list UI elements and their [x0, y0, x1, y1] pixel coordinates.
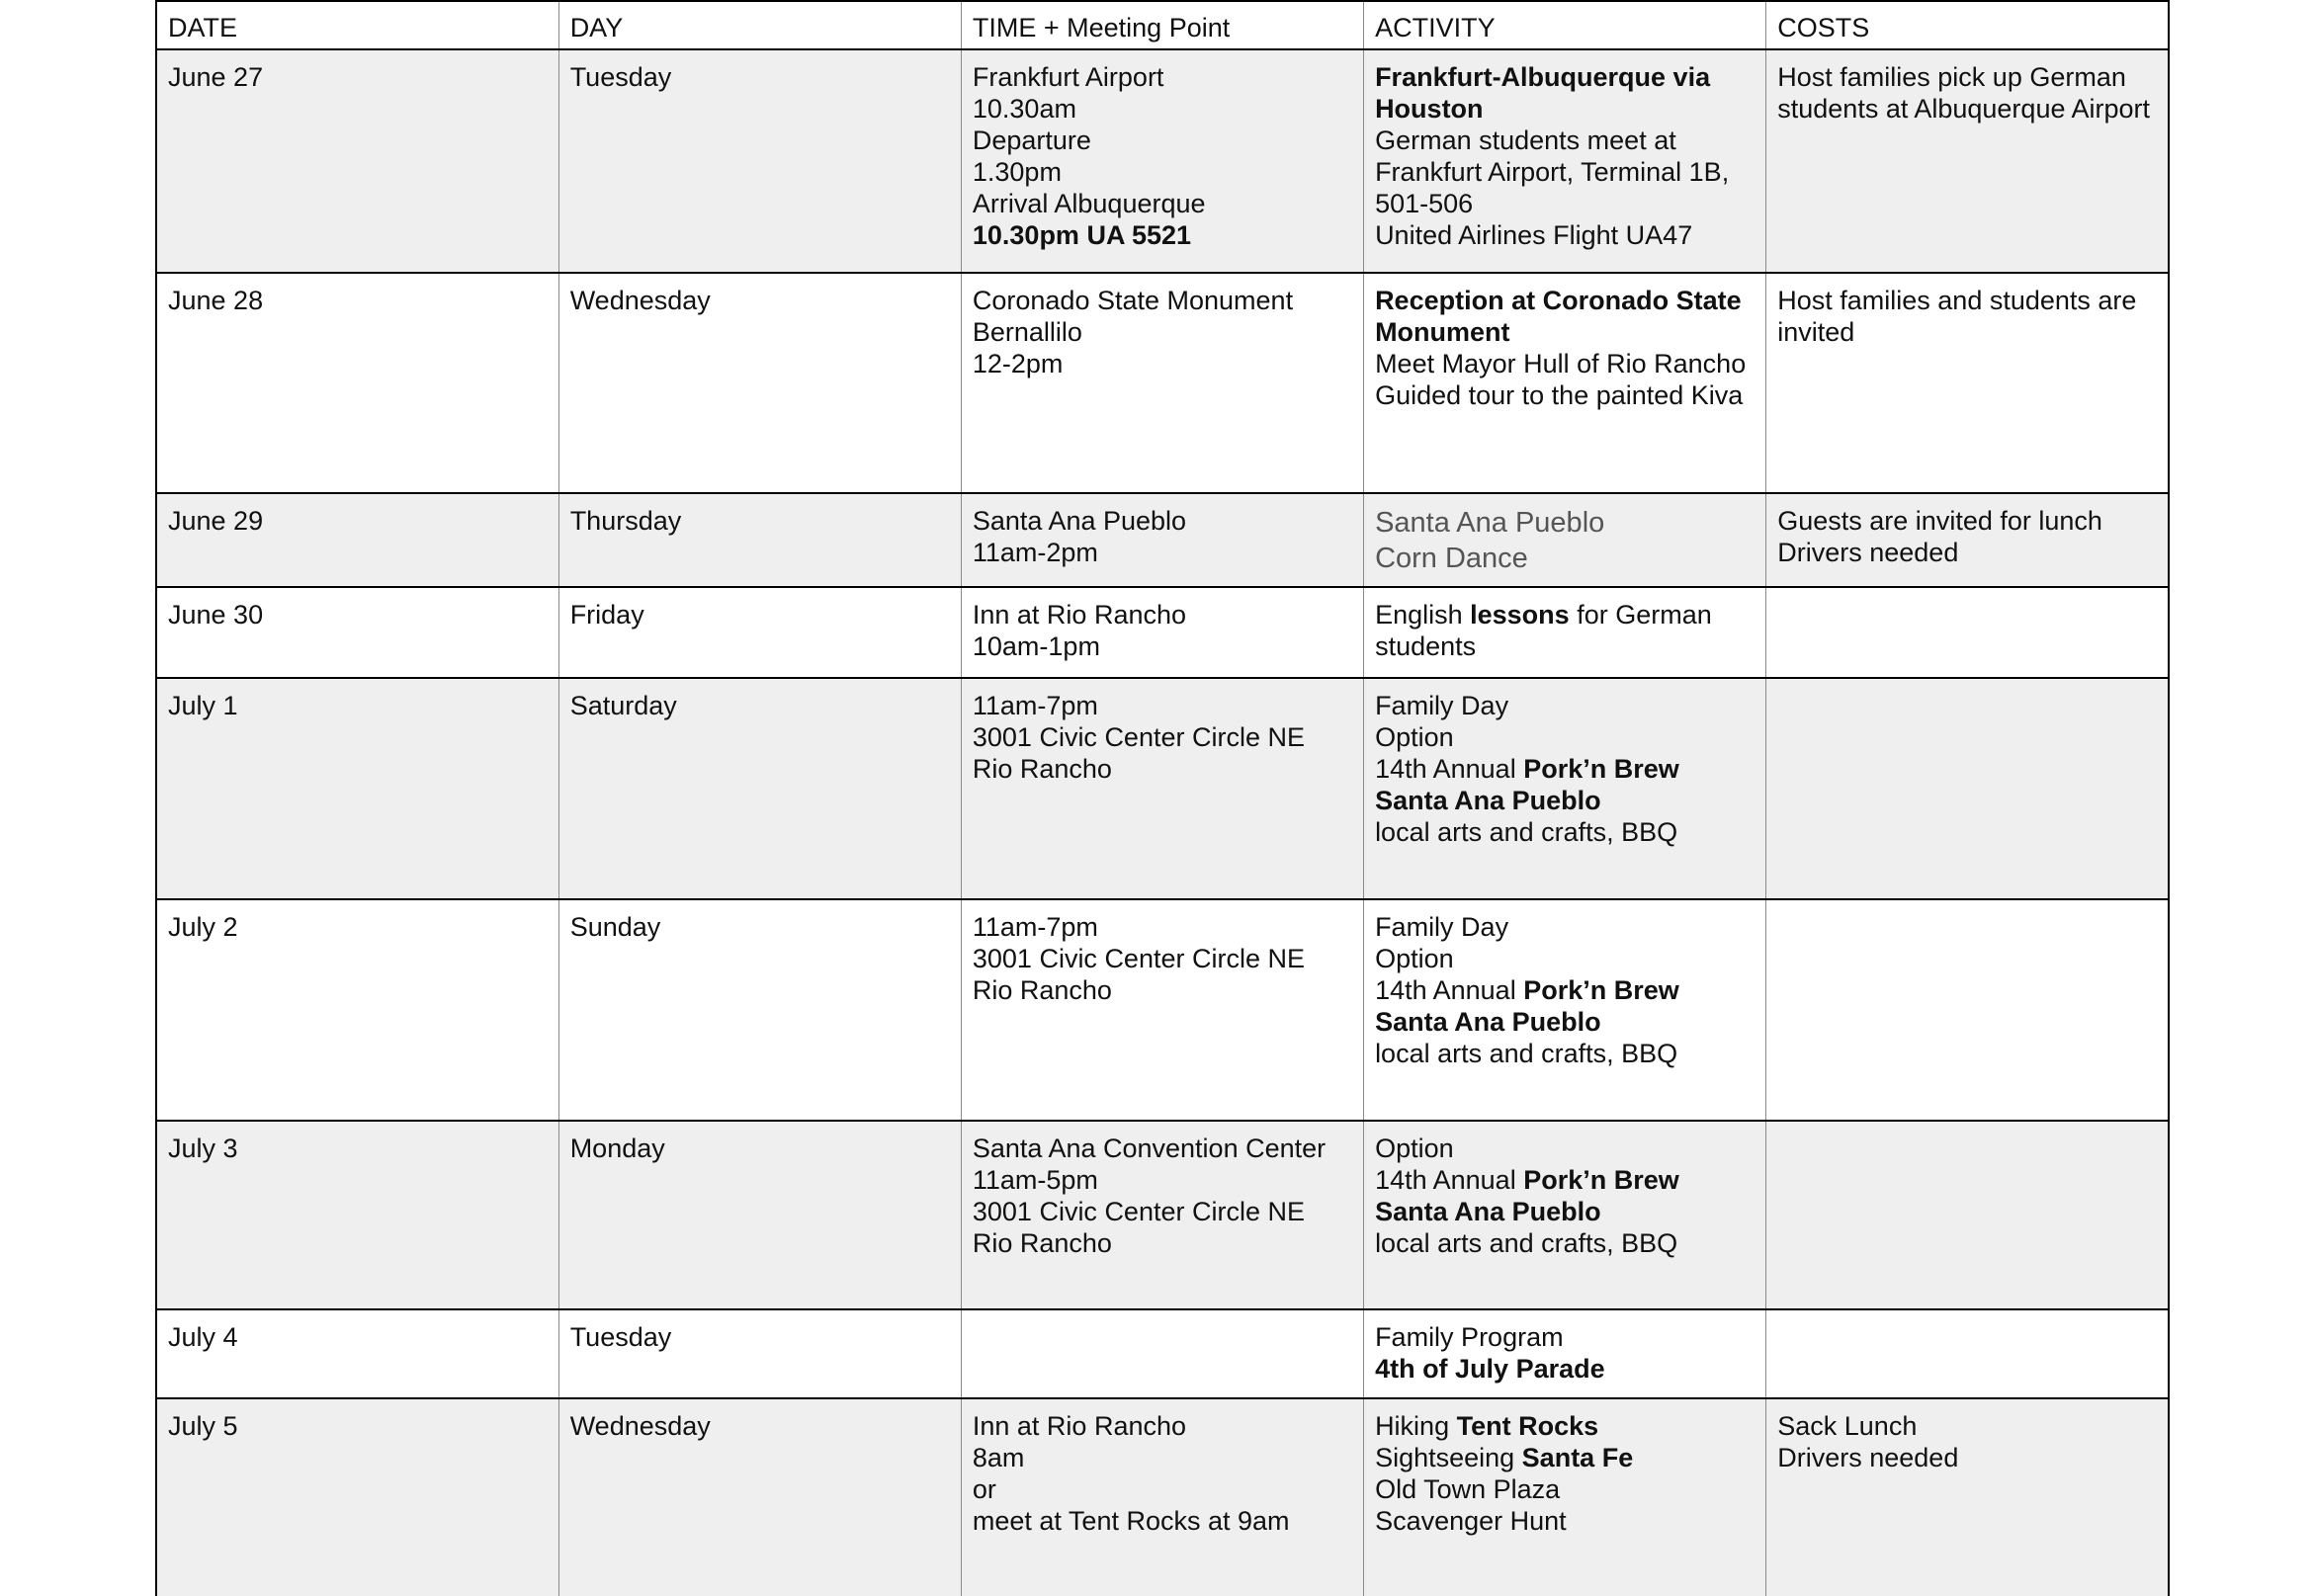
- time-line: 12-2pm: [972, 349, 1064, 378]
- activity-bold: Pork’n Brew: [1523, 975, 1679, 1005]
- cell-time: [961, 1121, 1363, 1309]
- time-line: 3001 Civic Center Circle NE: [972, 944, 1305, 973]
- costs-text: Host families and students are invited: [1777, 286, 2137, 347]
- cell-day: Thursday: [558, 493, 961, 587]
- activity-bold: Pork’n Brew: [1523, 754, 1679, 784]
- cell-costs: [1766, 49, 2169, 273]
- time-line: Rio Rancho: [972, 1228, 1112, 1258]
- costs-line: Drivers needed: [1777, 1443, 1959, 1472]
- time-line: 11am-7pm: [972, 912, 1098, 942]
- activity-text: Hiking: [1375, 1411, 1457, 1441]
- header-activity: ACTIVITY: [1364, 1, 1766, 49]
- time-line: Rio Rancho: [972, 754, 1112, 784]
- cell-day: Monday: [558, 1121, 961, 1309]
- activity-line: [1375, 1164, 1755, 1196]
- cell-time: [961, 273, 1363, 493]
- header-costs: COSTS: [1766, 1, 2169, 49]
- cell-day: Tuesday: [558, 49, 961, 273]
- cell-activity: [1364, 1121, 1766, 1309]
- header-day: DAY: [558, 1, 961, 49]
- activity-line: Family Program: [1375, 1322, 1564, 1352]
- activity-text: 14th Annual: [1375, 1165, 1524, 1195]
- cell-time: [961, 587, 1363, 678]
- table-row: [156, 273, 2169, 493]
- cell-activity: [1364, 1309, 1766, 1398]
- time-line: Inn at Rio Rancho: [972, 600, 1187, 630]
- cell-costs: [1766, 1398, 2169, 1596]
- activity-text: 14th Annual: [1375, 754, 1524, 784]
- table-row: [156, 1121, 2169, 1309]
- cell-activity: [1364, 493, 1766, 587]
- table-row: [156, 678, 2169, 899]
- activity-bold-line: Santa Ana Pueblo: [1375, 1007, 1601, 1037]
- activity-line: United Airlines Flight UA47: [1375, 220, 1693, 250]
- table-row: [156, 1398, 2169, 1596]
- activity-line: Guided tour to the painted Kiva: [1375, 380, 1744, 410]
- costs-line: Guests are invited for lunch: [1777, 506, 2102, 536]
- cell-activity: [1364, 1398, 1766, 1596]
- activity-line: Option: [1375, 944, 1454, 973]
- activity-line: Meet Mayor Hull of Rio Rancho: [1375, 349, 1747, 378]
- time-line: 1.30pm: [972, 157, 1062, 187]
- time-line: meet at Tent Rocks at 9am: [972, 1506, 1290, 1536]
- costs-line: Drivers needed: [1777, 538, 1959, 567]
- time-line: 11am-2pm: [972, 538, 1098, 567]
- time-line: 10.30am: [972, 94, 1076, 124]
- cell-time: [961, 678, 1363, 899]
- table-header-row: [156, 1, 2169, 49]
- cell-activity: [1364, 899, 1766, 1121]
- cell-date: July 3: [156, 1121, 558, 1309]
- cell-day: Sunday: [558, 899, 961, 1121]
- time-line: Santa Ana Pueblo: [972, 506, 1187, 536]
- cell-time: [961, 49, 1363, 273]
- cell-date: June 30: [156, 587, 558, 678]
- cell-costs: [1766, 899, 2169, 1121]
- activity-line: Frankfurt Airport, Terminal 1B,: [1375, 157, 1730, 187]
- activity-line: local arts and crafts, BBQ: [1375, 1039, 1678, 1068]
- cell-date: July 2: [156, 899, 558, 1121]
- activity-bold: lessons: [1470, 600, 1570, 630]
- time-line: 11am-7pm: [972, 691, 1098, 720]
- activity-text: English: [1375, 600, 1471, 630]
- header-time: TIME + Meeting Point: [961, 1, 1363, 49]
- cell-day: Tuesday: [558, 1309, 961, 1398]
- time-line: Frankfurt Airport: [972, 62, 1164, 92]
- cell-date: June 28: [156, 273, 558, 493]
- cell-day: Wednesday: [558, 273, 961, 493]
- table-row: [156, 493, 2169, 587]
- time-line: 11am-5pm: [972, 1165, 1098, 1195]
- activity-line: [1375, 1410, 1755, 1442]
- time-line-flight: 10.30pm UA 5521: [972, 220, 1192, 250]
- activity-title: Frankfurt-Albuquerque via Houston: [1375, 62, 1711, 124]
- schedule-table: [155, 0, 2170, 1596]
- cell-activity: [1364, 273, 1766, 493]
- cell-time: [961, 1398, 1363, 1596]
- time-line: 8am: [972, 1443, 1025, 1472]
- activity-line: Corn Dance: [1375, 543, 1528, 574]
- activity-line: Family Day: [1375, 912, 1509, 942]
- cell-time: [961, 1309, 1363, 1398]
- cell-time: [961, 899, 1363, 1121]
- activity-line: [1375, 974, 1755, 1006]
- cell-costs: [1766, 273, 2169, 493]
- activity-line: German students meet at: [1375, 126, 1676, 155]
- time-line: Coronado State Monument: [972, 286, 1294, 315]
- time-line: 3001 Civic Center Circle NE: [972, 722, 1305, 752]
- activity-line: [1375, 753, 1755, 785]
- activity-line: local arts and crafts, BBQ: [1375, 817, 1678, 847]
- activity-text: 14th Annual: [1375, 975, 1524, 1005]
- table-row: [156, 899, 2169, 1121]
- time-line: 10am-1pm: [972, 631, 1100, 661]
- cell-activity: [1364, 49, 1766, 273]
- time-line: Inn at Rio Rancho: [972, 1411, 1187, 1441]
- cell-activity: [1364, 678, 1766, 899]
- activity-line: Option: [1375, 722, 1454, 752]
- costs-text: Host families pick up German students at Albuquerque Airport: [1777, 62, 2151, 124]
- activity-line: 501-506: [1375, 189, 1474, 218]
- activity-text: for German students: [1375, 600, 1712, 661]
- time-line: Bernallilo: [972, 317, 1082, 347]
- cell-costs: [1766, 587, 2169, 678]
- cell-date: July 1: [156, 678, 558, 899]
- activity-line: Family Day: [1375, 691, 1509, 720]
- cell-time: [961, 493, 1363, 587]
- time-line: Santa Ana Convention Center: [972, 1134, 1327, 1163]
- cell-date: June 27: [156, 49, 558, 273]
- cell-costs: [1766, 678, 2169, 899]
- activity-text: Sightseeing: [1375, 1443, 1522, 1472]
- activity-bold: Pork’n Brew: [1523, 1165, 1679, 1195]
- header-date: DATE: [156, 1, 558, 49]
- cell-date: July 5: [156, 1398, 558, 1596]
- cell-date: June 29: [156, 493, 558, 587]
- activity-line: Option: [1375, 1134, 1454, 1163]
- cell-costs: [1766, 1121, 2169, 1309]
- time-line: or: [972, 1474, 996, 1504]
- activity-bold-line: Santa Ana Pueblo: [1375, 786, 1601, 815]
- time-line: 3001 Civic Center Circle NE: [972, 1197, 1305, 1226]
- table-row: [156, 1309, 2169, 1398]
- time-line: Departure: [972, 126, 1091, 155]
- activity-bold-line: Santa Ana Pueblo: [1375, 1197, 1601, 1226]
- cell-day: Saturday: [558, 678, 961, 899]
- activity-bold: Tent Rocks: [1456, 1411, 1599, 1441]
- cell-date: July 4: [156, 1309, 558, 1398]
- activity-line: [1375, 1442, 1755, 1473]
- activity-line: Scavenger Hunt: [1375, 1506, 1567, 1536]
- activity-line: Old Town Plaza: [1375, 1474, 1561, 1504]
- activity-line: Santa Ana Pueblo: [1375, 507, 1605, 539]
- cell-day: Friday: [558, 587, 961, 678]
- activity-title: Reception at Coronado State Monument: [1375, 286, 1742, 347]
- table-row: [156, 587, 2169, 678]
- cell-activity: [1364, 587, 1766, 678]
- activity-bold: Santa Fe: [1521, 1443, 1634, 1472]
- time-line: Arrival Albuquerque: [972, 189, 1206, 218]
- cell-costs: [1766, 1309, 2169, 1398]
- table-row: [156, 49, 2169, 273]
- cell-costs: [1766, 493, 2169, 587]
- time-line: Rio Rancho: [972, 975, 1112, 1005]
- activity-bold-line: 4th of July Parade: [1375, 1354, 1605, 1384]
- costs-line: Sack Lunch: [1777, 1411, 1918, 1441]
- cell-day: Wednesday: [558, 1398, 961, 1596]
- activity-line: local arts and crafts, BBQ: [1375, 1228, 1678, 1258]
